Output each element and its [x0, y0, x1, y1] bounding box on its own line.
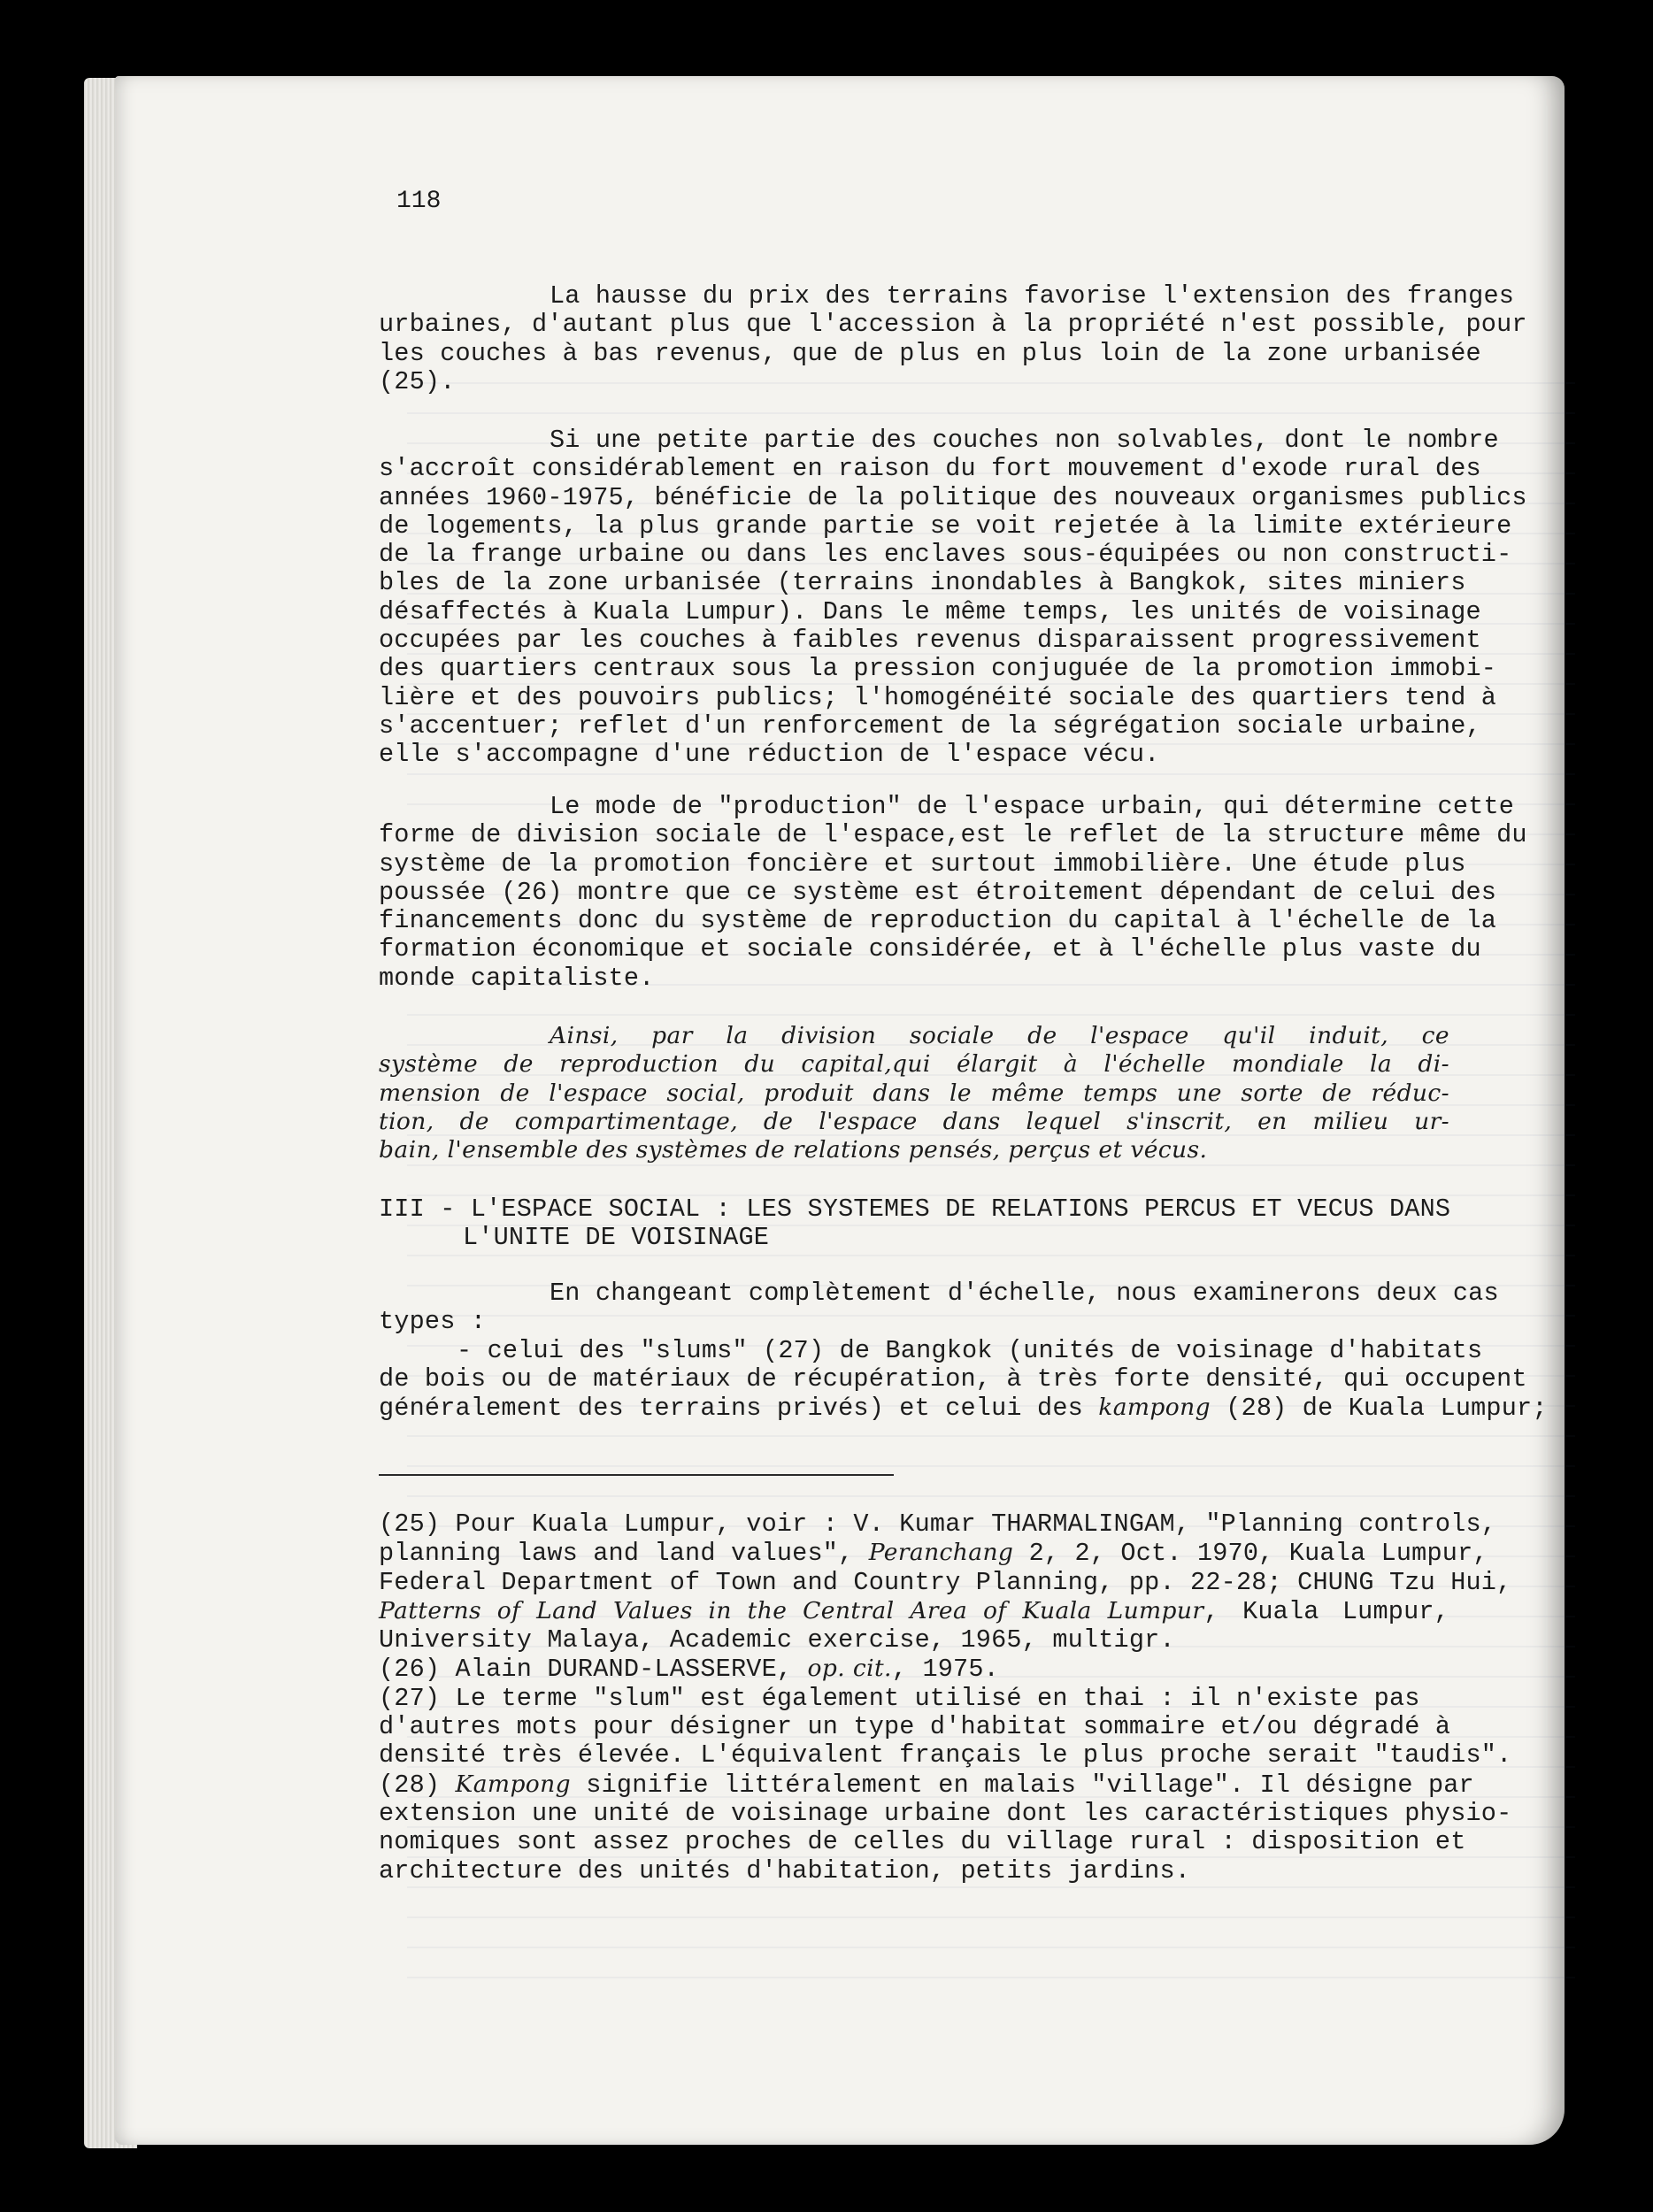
page-number: 118 — [396, 188, 442, 215]
text-line: de logements, la plus grande partie se voit rejetée à la limite extérieure — [379, 511, 1512, 541]
text-line: financements donc du système de reproduction du capital à l'échelle de la — [379, 906, 1497, 936]
text-run: planning laws and land values", — [379, 1539, 869, 1569]
text-line: Ainsi, par la division sociale de l'espace qu'il induit, ce — [550, 1022, 1449, 1049]
footnote-line: nomiques sont assez proches de celles du village rural : disposition et — [379, 1827, 1466, 1857]
text-run: 2, 2, Oct. 1970, Kuala Lumpur, — [1013, 1539, 1488, 1569]
text-line: de bois ou de matériaux de récupération, à très forte densité, qui occupent — [379, 1363, 1527, 1394]
footnote-line — [379, 1597, 1449, 1626]
section-heading — [379, 1195, 1449, 1253]
paragraph-4-italic — [379, 1022, 1449, 1164]
text-line: forme de division sociale de l'espace,est le reflet de la structure même du — [379, 820, 1527, 850]
paragraph-3 — [379, 792, 1527, 993]
text-line: occupées par les couches à faibles revenus disparaissent progressivement — [379, 626, 1481, 656]
text-line: Le mode de "production" de l'espace urbain, qui détermine cette — [550, 792, 1515, 821]
footnote-line: (25) Pour Kuala Lumpur, voir : V. Kumar THARMALINGAM, "Planning controls, — [379, 1509, 1497, 1539]
text-line: des quartiers centraux sous la pression conjuguée de la promotion immobi- — [379, 654, 1497, 684]
footnote-line: Federal Department of Town and Country Planning, pp. 22-28; CHUNG Tzu Hui, — [379, 1567, 1512, 1597]
text-run: (28) — [379, 1770, 456, 1800]
text-line: Si une petite partie des couches non solvables, dont le nombre — [550, 426, 1499, 455]
text-line: types : — [379, 1307, 487, 1337]
text-run: (28) de Kuala Lumpur; — [1210, 1394, 1548, 1424]
text-run: généralement des terrains privés) et celui des — [379, 1394, 1099, 1424]
text-line: années 1960-1975, bénéficie de la politique des nouveaux organismes publics — [379, 482, 1527, 512]
heading-line: III - L'ESPACE SOCIAL : LES SYSTEMES DE RELATIONS PERCUS ET VECUS DANS — [379, 1194, 1451, 1224]
text-line: - celui des "slums" (27) de Bangkok (unités de voisinage d'habitats — [457, 1335, 1483, 1365]
footnote-line — [379, 1655, 1449, 1684]
text-line: bain, l'ensemble des systèmes de relations pensés, perçus et vécus. — [379, 1136, 1208, 1164]
italic-run: Kampong — [455, 1770, 571, 1798]
text-line: système de reproduction du capital,qui élargit à l'échelle mondiale la di- — [379, 1050, 1449, 1079]
footnote-line: extension une unité de voisinage urbaine dont les caractéristiques physio- — [379, 1798, 1512, 1828]
italic-run: Peranchang — [868, 1539, 1014, 1567]
text-line: formation économique et sociale considérée, et à l'échelle plus vaste du — [379, 934, 1481, 964]
text-line: (25). — [379, 366, 456, 396]
footnote-line — [379, 1539, 1488, 1569]
footnote-line: architecture des unités d'habitation, petits jardins. — [379, 1855, 1191, 1886]
text-line: désaffectés à Kuala Lumpur). Dans le même temps, les unités de voisinage — [379, 596, 1481, 626]
text-line: monde capitaliste. — [379, 963, 655, 993]
footnote-line — [379, 1770, 1474, 1800]
text-line — [379, 1394, 1548, 1424]
text-line: lière et des pouvoirs publics; l'homogénéité sociale des quartiers tend à — [379, 682, 1497, 712]
text-line: poussée (26) montre que ce système est étroitement dépendant de celui des — [379, 877, 1497, 907]
paragraph-2 — [379, 426, 1527, 770]
text-line: En changeant complètement d'échelle, nous examinerons deux cas — [550, 1279, 1499, 1308]
text-line: s'accroît considérablement en raison du fort mouvement d'exode rural des — [379, 454, 1481, 484]
text-line: mension de l'espace social, produit dans le même temps une sorte de réduc- — [379, 1079, 1449, 1107]
paragraph-5 — [379, 1279, 1548, 1424]
italic-run: Patterns of Land Values in the Central Area of Kuala Lumpur — [379, 1596, 1204, 1624]
text-run: (26) Alain DURAND-LASSERVE, — [379, 1655, 808, 1685]
paragraph-1 — [379, 281, 1527, 396]
text-line: s'accentuer; reflet d'un renforcement de la ségrégation sociale urbaine, — [379, 710, 1481, 741]
footnote-separator — [379, 1474, 894, 1476]
text-line: système de la promotion foncière et surtout immobilière. Une étude plus — [379, 849, 1466, 879]
text-line: urbaines, d'autant plus que l'accession à la propriété n'est possible, pour — [379, 310, 1527, 340]
footnote-line: d'autres mots pour désigner un type d'habitat sommaire et/ou dégradé à — [379, 1712, 1451, 1742]
italic-run: op. cit. — [807, 1655, 892, 1683]
footnote-line: densité très élevée. L'équivalent français le plus proche serait "taudis". — [379, 1740, 1512, 1770]
text-run: , 1975. — [891, 1655, 999, 1685]
text-line: La hausse du prix des terrains favorise l'extension des franges — [550, 281, 1515, 311]
text-line: tion, de compartimentage, de l'espace dans lequel s'inscrit, en milieu ur- — [379, 1107, 1449, 1135]
text-line: bles de la zone urbanisée (terrains inondables à Bangkok, sites miniers — [379, 568, 1466, 598]
text-line: elle s'accompagne d'une réduction de l'espace vécu. — [379, 740, 1160, 770]
text-run: , Kuala Lumpur, — [1203, 1596, 1449, 1626]
italic-run: kampong — [1098, 1394, 1211, 1422]
text-line: les couches à bas revenus, que de plus en plus loin de la zone urbanisée — [379, 338, 1481, 368]
text-line: de la frange urbaine ou dans les enclaves sous-équipées ou non constructi- — [379, 540, 1512, 570]
footnotes — [379, 1509, 1512, 1886]
heading-line: L'UNITE DE VOISINAGE — [463, 1223, 770, 1253]
footnote-line: University Malaya, Academic exercise, 1965, multigr. — [379, 1625, 1175, 1655]
footnote-line: (27) Le terme "slum" est également utilisé en thai : il n'existe pas — [379, 1683, 1420, 1713]
text-run: signifie littéralement en malais "village". Il désigne par — [571, 1770, 1474, 1800]
